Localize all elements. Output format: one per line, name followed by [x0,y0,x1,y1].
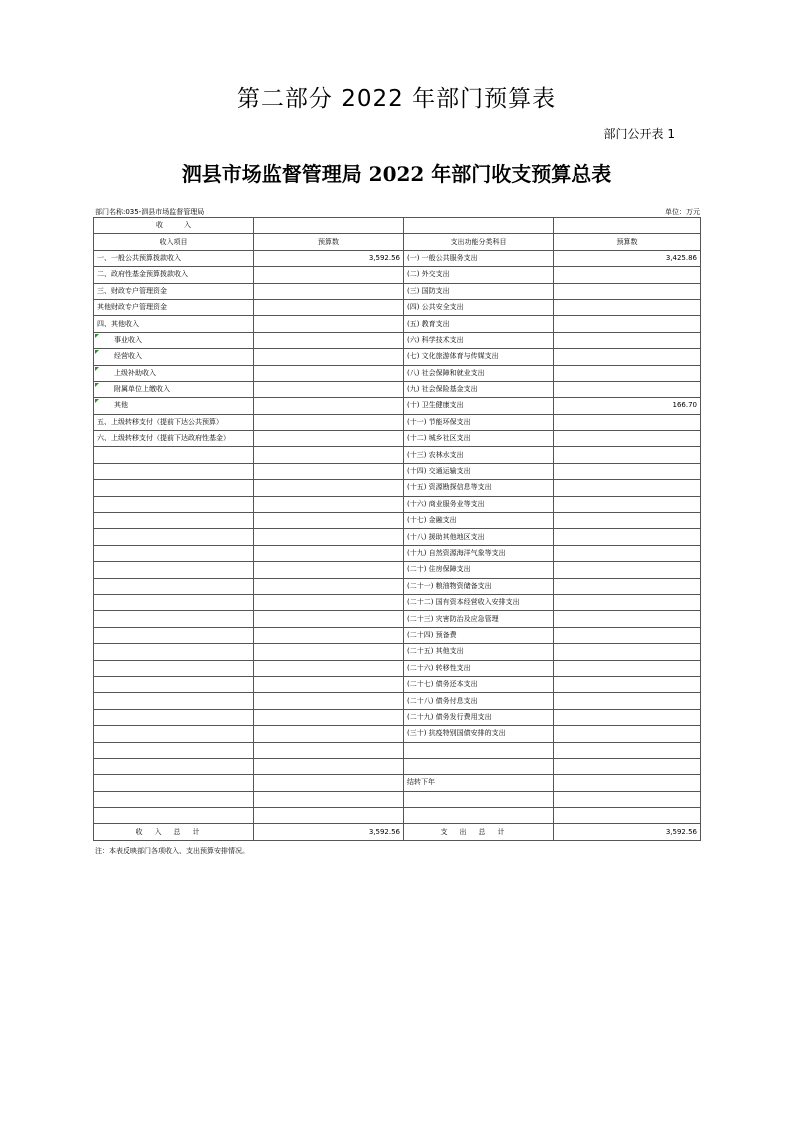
income-budget-cell [254,758,404,774]
expense-budget-cell: 3,425.86 [554,250,701,266]
income-item-cell: 一、一般公共预算拨款收入 [94,250,254,266]
table-row [94,611,701,627]
expense-item-cell: (十三) 农林水支出 [404,447,554,463]
income-item-cell [94,775,254,791]
income-item-cell: 三、财政专户管理资金 [94,283,254,299]
expense-item-cell: (十二) 城乡社区支出 [404,431,554,447]
table-row [94,398,701,414]
table-row [94,562,701,578]
income-budget-cell [254,775,404,791]
group-header-blank [254,218,404,234]
income-budget-cell [254,381,404,397]
expense-budget-cell [554,513,701,529]
income-budget-cell [254,644,404,660]
income-budget-cell [254,660,404,676]
expense-item-cell: (十一) 节能环保支出 [404,414,554,430]
income-budget-cell [254,791,404,807]
income-item-cell [94,808,254,824]
footnote: 注：本表反映部门各项收入、支出预算安排情况。 [95,847,249,855]
expense-item-cell: (二十八) 债务付息支出 [404,693,554,709]
expense-item-cell: (八) 社会保障和就业支出 [404,365,554,381]
table-row [94,644,701,660]
expense-budget-cell [554,660,701,676]
income-budget-cell [254,594,404,610]
income-item-cell: 附属单位上缴收入 [94,381,254,397]
expense-item-cell: (二十七) 债务还本支出 [404,676,554,692]
expense-total-label: 支出总计 [404,824,554,840]
income-item-cell: 事业收入 [94,332,254,348]
budget-summary-table [93,217,701,841]
expense-item-cell: (二十四) 预备费 [404,627,554,643]
income-budget-cell [254,726,404,742]
income-budget-cell [254,693,404,709]
income-budget-cell [254,283,404,299]
income-budget-cell [254,578,404,594]
expense-budget-cell [554,791,701,807]
expense-item-cell: (二十六) 转移性支出 [404,660,554,676]
expense-budget-cell [554,578,701,594]
income-item-cell [94,463,254,479]
table-row [94,660,701,676]
expense-item-cell: (十七) 金融支出 [404,513,554,529]
income-item-cell [94,709,254,725]
expense-budget-cell [554,611,701,627]
group-header-blank [554,218,701,234]
expense-total-value: 3,592.56 [554,824,701,840]
income-budget-cell [254,676,404,692]
income-budget-cell [254,349,404,365]
expense-item-cell [404,808,554,824]
income-item-cell: 经营收入 [94,349,254,365]
income-item-cell [94,545,254,561]
expense-item-cell: (十八) 援助其他地区支出 [404,529,554,545]
income-budget-cell [254,267,404,283]
income-item-cell: 五、上级转移支付（提前下达公共预算） [94,414,254,430]
table-header-row [94,234,701,250]
group-header-income: 收 入 [94,218,254,234]
expense-item-cell: (二十) 住房保障支出 [404,562,554,578]
department-name: 部门名称:035-泗县市场监督管理局 [95,208,205,216]
expense-budget-cell [554,381,701,397]
table-row [94,332,701,348]
expense-item-cell: (二十三) 灾害防治及应急管理 [404,611,554,627]
income-item-cell: 其他财政专户管理资金 [94,299,254,315]
expense-budget-cell [554,267,701,283]
table-number: 部门公开表 1 [603,127,675,141]
report-title: 泗县市场监督管理局 2022 年部门收支预算总表 [181,162,612,186]
income-item-cell: 四、其他收入 [94,316,254,332]
table-row [94,529,701,545]
table-row [94,775,701,791]
table-row [94,676,701,692]
expense-item-cell: (二十五) 其他支出 [404,644,554,660]
expense-budget-cell [554,365,701,381]
table-row [94,299,701,315]
income-budget-cell [254,611,404,627]
income-item-cell [94,791,254,807]
expense-budget-cell [554,627,701,643]
table-row [94,513,701,529]
income-item-cell: 其他 [94,398,254,414]
expense-item-cell [404,742,554,758]
expense-budget-cell [554,693,701,709]
expense-budget-cell [554,332,701,348]
table-row [94,709,701,725]
expense-item-cell [404,791,554,807]
expense-budget-cell [554,283,701,299]
expense-budget-cell [554,463,701,479]
expense-budget-cell [554,758,701,774]
expense-item-cell: (二十一) 粮油物资储备支出 [404,578,554,594]
expense-item-cell [404,758,554,774]
income-budget-cell [254,431,404,447]
income-budget-cell: 3,592.56 [254,250,404,266]
table-row [94,365,701,381]
expense-item-cell: (七) 文化旅游体育与传媒支出 [404,349,554,365]
income-budget-cell [254,299,404,315]
table-row [94,726,701,742]
expense-budget-cell [554,480,701,496]
income-item-cell [94,742,254,758]
table-row [94,267,701,283]
income-item-cell [94,676,254,692]
expense-budget-cell [554,431,701,447]
expense-item-cell: (三) 国防支出 [404,283,554,299]
expense-item-cell: (二十二) 国有资本经营收入安排支出 [404,594,554,610]
header-income-budget: 预算数 [254,234,404,250]
table-row [94,480,701,496]
income-budget-cell [254,316,404,332]
table-row [94,578,701,594]
table-row [94,349,701,365]
income-budget-cell [254,545,404,561]
part-title: 第二部分 2022 年部门预算表 [236,86,557,112]
income-item-cell [94,758,254,774]
table-row [94,693,701,709]
expense-budget-cell [554,299,701,315]
expense-budget-cell [554,349,701,365]
expense-item-cell: 结转下年 [404,775,554,791]
income-total-value: 3,592.56 [254,824,404,840]
table-row [94,627,701,643]
income-budget-cell [254,627,404,643]
income-item-cell: 上级补助收入 [94,365,254,381]
income-item-cell [94,693,254,709]
expense-budget-cell [554,742,701,758]
table-row [94,283,701,299]
income-budget-cell [254,742,404,758]
expense-budget-cell [554,545,701,561]
income-budget-cell [254,496,404,512]
income-budget-cell [254,332,404,348]
income-item-cell [94,611,254,627]
table-row [94,594,701,610]
table-row [94,545,701,561]
expense-item-cell: (六) 科学技术支出 [404,332,554,348]
unit-label: 单位：万元 [665,208,700,216]
table-row [94,414,701,430]
expense-budget-cell [554,726,701,742]
income-budget-cell [254,562,404,578]
expense-budget-cell [554,447,701,463]
income-item-cell [94,513,254,529]
expense-budget-cell: 166.70 [554,398,701,414]
income-item-cell [94,627,254,643]
expense-budget-cell [554,414,701,430]
expense-item-cell: (十四) 交通运输支出 [404,463,554,479]
table-row [94,742,701,758]
income-item-cell [94,529,254,545]
income-budget-cell [254,808,404,824]
income-item-cell [94,594,254,610]
expense-item-cell: (十) 卫生健康支出 [404,398,554,414]
table-group-header-row [94,218,701,234]
table-row [94,496,701,512]
expense-budget-cell [554,644,701,660]
income-item-cell [94,644,254,660]
income-budget-cell [254,463,404,479]
expense-budget-cell [554,775,701,791]
expense-budget-cell [554,709,701,725]
expense-budget-cell [554,529,701,545]
income-item-cell [94,496,254,512]
group-header-expense [404,218,554,234]
income-budget-cell [254,398,404,414]
income-budget-cell [254,365,404,381]
income-item-cell: 六、上级转移支付（提前下达政府性基金） [94,431,254,447]
table-row [94,431,701,447]
income-item-cell [94,660,254,676]
table-row [94,463,701,479]
expense-budget-cell [554,594,701,610]
income-item-cell [94,447,254,463]
expense-budget-cell [554,496,701,512]
header-income-item: 收入项目 [94,234,254,250]
income-budget-cell [254,480,404,496]
table-row [94,381,701,397]
table-row [94,447,701,463]
expense-item-cell: (一) 一般公共服务支出 [404,250,554,266]
expense-budget-cell [554,676,701,692]
table-row [94,250,701,266]
expense-item-cell: (二) 外交支出 [404,267,554,283]
expense-item-cell: (十九) 自然资源海洋气象等支出 [404,545,554,561]
income-item-cell [94,562,254,578]
table-total-row [94,824,701,840]
income-item-cell [94,480,254,496]
expense-item-cell: (十五) 资源勘探信息等支出 [404,480,554,496]
income-total-label: 收入总计 [94,824,254,840]
income-budget-cell [254,414,404,430]
header-expense-item: 支出功能分类科目 [404,234,554,250]
table-row [94,808,701,824]
expense-item-cell: (五) 教育支出 [404,316,554,332]
expense-item-cell: (二十九) 债务发行费用支出 [404,709,554,725]
income-budget-cell [254,529,404,545]
table-row [94,791,701,807]
income-budget-cell [254,513,404,529]
income-budget-cell [254,447,404,463]
income-budget-cell [254,709,404,725]
expense-item-cell: (四) 公共安全支出 [404,299,554,315]
expense-item-cell: (三十) 抗疫特别国债安排的支出 [404,726,554,742]
income-item-cell [94,578,254,594]
table-body [94,218,701,841]
expense-item-cell: (十六) 商业服务业等支出 [404,496,554,512]
header-expense-budget: 预算数 [554,234,701,250]
table-row [94,758,701,774]
income-item-cell: 二、政府性基金预算拨款收入 [94,267,254,283]
expense-budget-cell [554,808,701,824]
expense-item-cell: (九) 社会保险基金支出 [404,381,554,397]
income-item-cell [94,726,254,742]
expense-budget-cell [554,562,701,578]
expense-budget-cell [554,316,701,332]
table-row [94,316,701,332]
